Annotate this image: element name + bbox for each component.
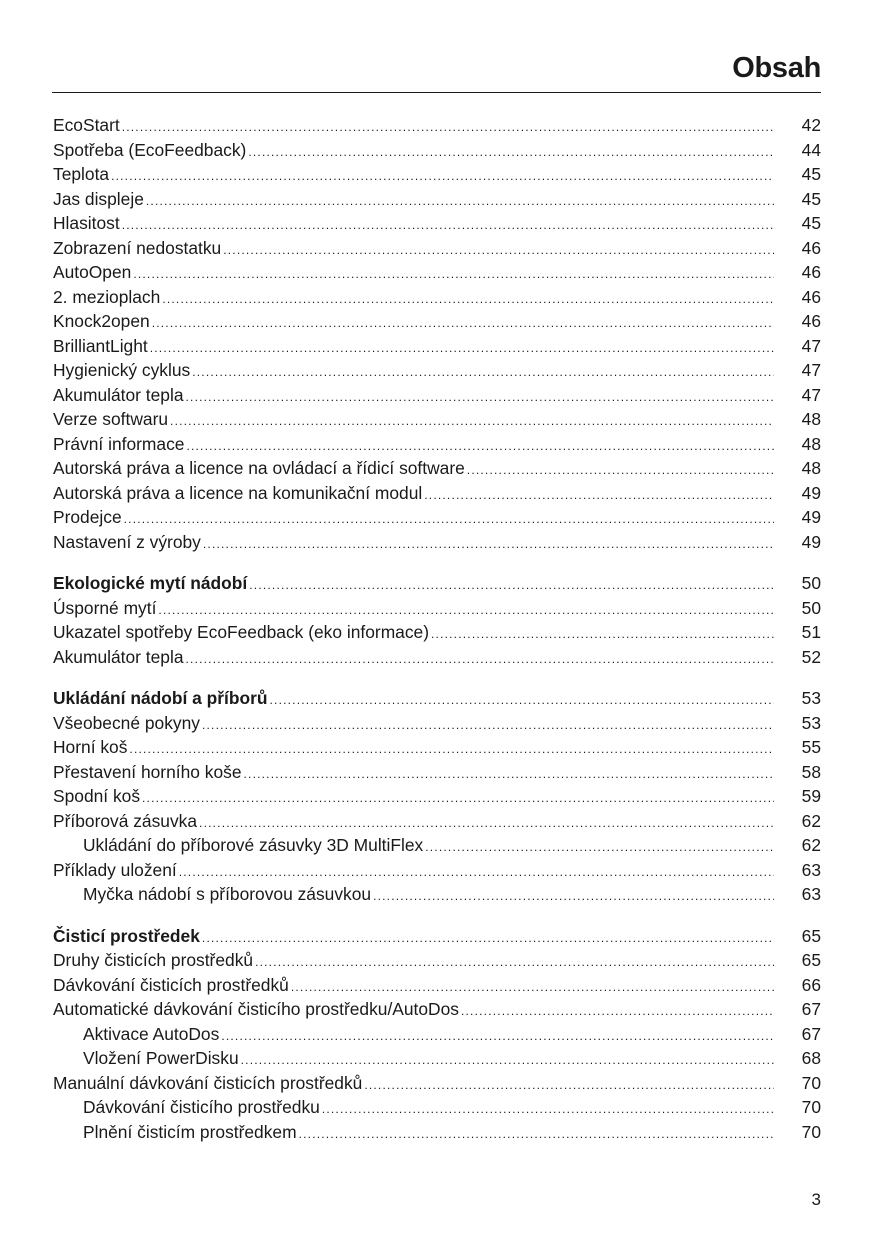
- toc-entry: [53, 1071, 821, 1096]
- toc-entry: [53, 1046, 821, 1071]
- toc-entry: [53, 1095, 821, 1120]
- dot-leader: [241, 1048, 774, 1073]
- toc-entry-page: 52: [801, 646, 821, 667]
- toc-entry: [53, 809, 821, 834]
- dot-leader: [122, 213, 774, 238]
- page-header: [52, 50, 821, 93]
- dot-leader: [162, 287, 774, 312]
- toc-entry-title: Akumulátor tepla: [53, 384, 184, 405]
- toc-entry: [53, 530, 821, 555]
- toc-entry: [53, 187, 821, 212]
- dot-leader: [223, 238, 774, 263]
- toc-entry-title: Ekologické mytí nádobí: [53, 573, 248, 593]
- toc-entry: [53, 948, 821, 973]
- toc-entry-page: 48: [801, 433, 821, 454]
- toc-entry-page: 44: [801, 139, 821, 160]
- toc-entry: [53, 334, 821, 359]
- toc-entry-title: Automatické dávkování čisticího prostředku/AutoDos: [53, 999, 459, 1019]
- toc-section: [53, 113, 821, 554]
- toc-entry: [53, 383, 821, 408]
- dot-leader: [111, 164, 774, 189]
- toc-entry: [53, 973, 821, 998]
- toc-entry-page: 63: [801, 859, 821, 880]
- dot-leader: [461, 999, 774, 1024]
- toc-entry-page: 65: [801, 925, 821, 946]
- toc-entry: [53, 505, 821, 530]
- dot-leader: [291, 975, 774, 1000]
- toc-entry: [53, 309, 821, 334]
- toc-entry-page: 46: [801, 286, 821, 307]
- toc-entry-title: Přestavení horního koše: [53, 761, 242, 782]
- toc-entry-page: 55: [801, 737, 821, 757]
- toc-entry-title: Horní koš: [53, 737, 128, 757]
- dot-leader: [129, 737, 774, 762]
- toc-entry-page: 70: [801, 1121, 821, 1142]
- toc-entry: [53, 162, 821, 187]
- toc-entry-title: Druhy čisticích prostředků: [53, 950, 254, 970]
- toc-entry-title: Právní informace: [53, 433, 185, 454]
- toc-entry-page: 67: [801, 999, 821, 1019]
- toc-entry-page: 49: [801, 482, 821, 503]
- toc-entry-title: Příborová zásuvka: [53, 810, 198, 831]
- toc-entry-title: Ukazatel spotřeby EcoFeedback (eko informace): [53, 622, 430, 642]
- toc-entry-page: 48: [801, 458, 821, 478]
- dot-leader: [146, 189, 774, 214]
- toc-entry-title: Dávkování čisticího prostředku: [83, 1097, 320, 1117]
- toc-entry-title: Spodní koš: [53, 786, 141, 806]
- toc-entry-page: 46: [801, 237, 821, 258]
- toc-entry-title: Aktivace AutoDos: [83, 1023, 220, 1044]
- toc-entry-page: 50: [801, 597, 821, 618]
- dot-leader: [122, 115, 774, 140]
- toc-entry-page: 58: [801, 761, 821, 782]
- dot-leader: [255, 950, 774, 975]
- dot-leader: [142, 786, 774, 811]
- dot-leader: [424, 483, 774, 508]
- dot-leader: [150, 336, 774, 361]
- toc-chapter-heading: [53, 686, 821, 711]
- page-number: 3: [811, 1190, 821, 1209]
- toc-entry: [53, 997, 821, 1022]
- toc-entry-title: Verze softwaru: [53, 409, 169, 429]
- toc-entry-page: 47: [801, 360, 821, 380]
- toc-entry: [53, 620, 821, 645]
- dot-leader: [221, 1024, 774, 1049]
- dot-leader: [202, 713, 774, 738]
- toc-entry-title: AutoOpen: [53, 262, 132, 282]
- toc-entry-page: 45: [801, 164, 821, 184]
- table-of-contents: [53, 113, 821, 1161]
- dot-leader: [248, 140, 774, 165]
- toc-entry-title: Příklady uložení: [53, 859, 177, 880]
- page-title: Obsah: [732, 52, 821, 84]
- toc-entry-title: Ukládání nádobí a příborů: [53, 688, 268, 708]
- toc-entry-page: 66: [801, 974, 821, 995]
- toc-entry: [53, 211, 821, 236]
- toc-entry-title: Spotřeba (EcoFeedback): [53, 139, 247, 160]
- toc-entry: [53, 260, 821, 285]
- dot-leader: [322, 1097, 774, 1122]
- toc-entry: [53, 358, 821, 383]
- dot-leader: [373, 884, 774, 909]
- toc-entry-title: Autorská práva a licence na komunikační modul: [53, 482, 423, 503]
- toc-entry: [53, 858, 821, 883]
- toc-entry-title: Nastavení z výroby: [53, 531, 201, 552]
- toc-entry-page: 47: [801, 384, 821, 405]
- toc-entry-page: 45: [801, 213, 821, 233]
- toc-entry-title: Knock2open: [53, 311, 150, 331]
- toc-entry-title: Teplota: [53, 164, 110, 184]
- toc-entry-title: Hlasitost: [53, 213, 120, 233]
- dot-leader: [199, 811, 774, 836]
- toc-entry-title: Úsporné mytí: [53, 597, 157, 618]
- toc-entry-page: 65: [801, 950, 821, 970]
- dot-leader: [186, 434, 774, 459]
- toc-entry-title: Jas displeje: [53, 188, 144, 209]
- toc-entry: [53, 1022, 821, 1047]
- dot-leader: [202, 926, 774, 951]
- toc-entry-title: Autorská práva a licence na ovládací a řídicí software: [53, 458, 465, 478]
- toc-entry-title: EcoStart: [53, 115, 120, 135]
- toc-entry: [53, 760, 821, 785]
- dot-leader: [249, 573, 774, 598]
- toc-entry-title: Hygienický cyklus: [53, 360, 191, 380]
- toc-entry-title: Prodejce: [53, 507, 122, 527]
- toc-section: [53, 924, 821, 1145]
- toc-entry-page: 45: [801, 188, 821, 209]
- dot-leader: [133, 262, 774, 287]
- toc-entry-title: Manuální dávkování čisticích prostředků: [53, 1072, 363, 1093]
- toc-entry: [53, 113, 821, 138]
- dot-leader: [158, 598, 774, 623]
- toc-entry-page: 68: [801, 1048, 821, 1068]
- toc-entry-title: Plnění čisticím prostředkem: [83, 1121, 297, 1142]
- toc-entry: [53, 1120, 821, 1145]
- dot-leader: [179, 860, 774, 885]
- toc-entry-title: Dávkování čisticích prostředků: [53, 974, 289, 995]
- toc-entry: [53, 784, 821, 809]
- toc-entry: [53, 456, 821, 481]
- toc-entry: [53, 432, 821, 457]
- toc-entry-page: 70: [801, 1072, 821, 1093]
- dot-leader: [186, 385, 775, 410]
- toc-entry-title: Vložení PowerDisku: [83, 1048, 239, 1068]
- dot-leader: [364, 1073, 774, 1098]
- toc-entry-page: 51: [801, 622, 821, 642]
- toc-entry: [53, 481, 821, 506]
- dot-leader: [431, 622, 774, 647]
- toc-entry-title: Ukládání do příborové zásuvky 3D MultiFlex: [83, 835, 424, 855]
- toc-entry-title: Všeobecné pokyny: [53, 712, 200, 733]
- dot-leader: [152, 311, 774, 336]
- toc-entry-page: 46: [801, 311, 821, 331]
- toc-entry-title: Čisticí prostředek: [53, 925, 200, 946]
- toc-entry-title: Zobrazení nedostatku: [53, 237, 222, 258]
- toc-entry: [53, 285, 821, 310]
- dot-leader: [467, 458, 774, 483]
- toc-section: [53, 686, 821, 907]
- toc-entry: [53, 645, 821, 670]
- toc-entry-page: 70: [801, 1097, 821, 1117]
- toc-entry-title: BrilliantLight: [53, 335, 148, 356]
- toc-entry: [53, 735, 821, 760]
- toc-entry-page: 53: [801, 712, 821, 733]
- toc-entry-page: 53: [801, 688, 821, 708]
- toc-chapter-heading: [53, 571, 821, 596]
- toc-entry-page: 62: [801, 810, 821, 831]
- dot-leader: [192, 360, 774, 385]
- dot-leader: [186, 647, 775, 672]
- toc-entry-page: 46: [801, 262, 821, 282]
- toc-entry: [53, 407, 821, 432]
- toc-entry: [53, 711, 821, 736]
- dot-leader: [203, 532, 774, 557]
- dot-leader: [244, 762, 774, 787]
- dot-leader: [299, 1122, 774, 1147]
- toc-entry: [53, 833, 821, 858]
- toc-entry-title: Myčka nádobí s příborovou zásuvkou: [83, 884, 372, 904]
- toc-entry-page: 49: [801, 531, 821, 552]
- toc-entry-page: 59: [801, 786, 821, 806]
- dot-leader: [124, 507, 774, 532]
- toc-entry-page: 62: [801, 835, 821, 855]
- toc-entry-page: 67: [801, 1023, 821, 1044]
- dot-leader: [270, 688, 774, 713]
- toc-entry: [53, 596, 821, 621]
- dot-leader: [425, 835, 774, 860]
- toc-entry: [53, 138, 821, 163]
- toc-entry-page: 63: [801, 884, 821, 904]
- toc-entry: [53, 882, 821, 907]
- toc-entry-page: 49: [801, 507, 821, 527]
- toc-entry-page: 47: [801, 335, 821, 356]
- toc-section: [53, 571, 821, 669]
- toc-chapter-heading: [53, 924, 821, 949]
- toc-entry-page: 48: [801, 409, 821, 429]
- toc-entry-title: Akumulátor tepla: [53, 646, 184, 667]
- dot-leader: [170, 409, 774, 434]
- toc-entry: [53, 236, 821, 261]
- toc-entry-page: 42: [801, 115, 821, 135]
- toc-entry-title: 2. mezioplach: [53, 286, 161, 307]
- toc-entry-page: 50: [801, 573, 821, 593]
